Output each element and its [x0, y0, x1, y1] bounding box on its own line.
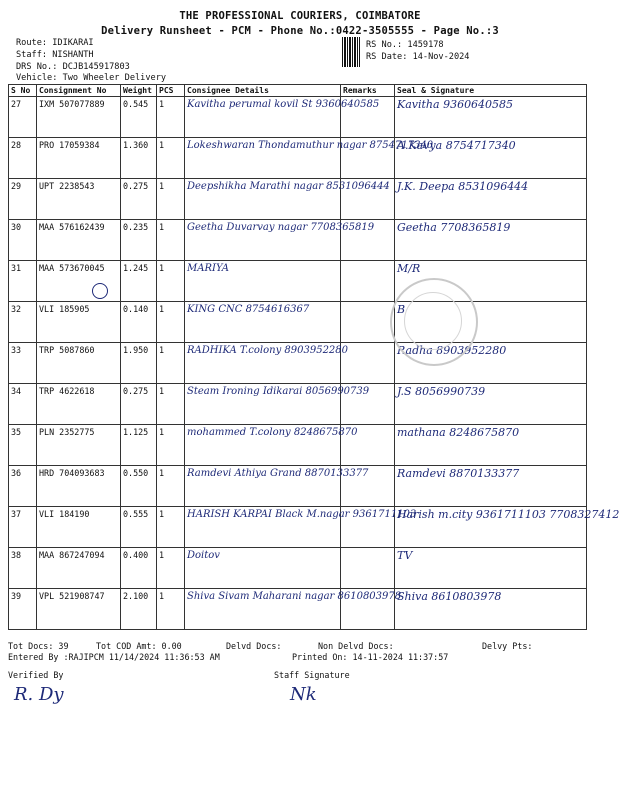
sno-cell: 36	[9, 466, 37, 507]
consignee-details-cell: mohammed T.colony 8248675870	[185, 425, 341, 466]
consignment-cell: VPL 521908747	[37, 589, 121, 630]
signature-cell: Ramdevi 8870133377	[395, 466, 587, 507]
remarks-cell	[341, 343, 395, 384]
pcs-cell: 1	[157, 97, 185, 138]
pcs-cell: 1	[157, 343, 185, 384]
table-row	[9, 507, 587, 548]
printed-on: Printed On: 14-11-2024 11:37:57	[292, 652, 449, 662]
signature-cell: A.Kavya 8754717340	[395, 138, 587, 179]
pcs-cell: 1	[157, 302, 185, 343]
signature-cell: Geetha 7708365819	[395, 220, 587, 261]
sno-cell: 31	[9, 261, 37, 302]
weight-cell: 1.245	[121, 261, 157, 302]
signature-cell: M/R	[395, 261, 587, 302]
consignment-cell: VLI 185905	[37, 302, 121, 343]
verified-by-signature: R. Dy	[14, 684, 64, 705]
weight-cell: 0.275	[121, 179, 157, 220]
weight-cell: 1.360	[121, 138, 157, 179]
remarks-cell	[341, 548, 395, 589]
signature-cell: Shiva 8610803978	[395, 589, 587, 630]
col-pcs: PCS	[157, 85, 185, 97]
pcs-cell: 1	[157, 507, 185, 548]
consignee-details-cell: Ramdevi Athiya Grand 8870133377	[185, 466, 341, 507]
consignee-details-cell: Kavitha perumal kovil St 9360640585	[185, 97, 341, 138]
table-row	[9, 343, 587, 384]
consignee-details-cell: Geetha Duvarvay nagar 7708365819	[185, 220, 341, 261]
table-row	[9, 589, 587, 630]
weight-cell: 0.140	[121, 302, 157, 343]
verified-by-label: Verified By	[8, 670, 64, 680]
table-row	[9, 548, 587, 589]
sno-cell: 27	[9, 97, 37, 138]
consignee-details-cell: Steam Ironing Idikarai 8056990739	[185, 384, 341, 425]
weight-cell: 0.550	[121, 466, 157, 507]
delivered-docs: Delvd Docs:	[226, 641, 282, 651]
barcode-graphic	[342, 37, 360, 67]
pcs-cell: 1	[157, 220, 185, 261]
non-delivered-docs: Non Delvd Docs:	[318, 641, 394, 651]
circled-check-mark	[92, 283, 108, 299]
consignment-cell: TRP 4622618	[37, 384, 121, 425]
weight-cell: 1.125	[121, 425, 157, 466]
consignee-details-cell: Lokeshwaran Thondamuthur nagar 8754717340	[185, 138, 341, 179]
company-seal-stamp	[390, 278, 478, 366]
weight-cell: 0.400	[121, 548, 157, 589]
remarks-cell	[341, 302, 395, 343]
table-row	[9, 384, 587, 425]
signature-cell: B	[395, 302, 587, 343]
pcs-cell: 1	[157, 548, 185, 589]
pcs-cell: 1	[157, 384, 185, 425]
consignee-details-cell: Shiva Sivam Maharani nagar 8610803978	[185, 589, 341, 630]
col-seal-signature: Seal & Signature	[395, 85, 587, 97]
table-row	[9, 466, 587, 507]
entered-by: Entered By :RAJIPCM 11/14/2024 11:36:53 AM	[8, 652, 220, 662]
pcs-cell: 1	[157, 261, 185, 302]
delivery-points: Delvy Pts:	[482, 641, 533, 651]
drs-label: DRS No.: DCJB145917803	[16, 62, 130, 72]
pcs-cell: 1	[157, 425, 185, 466]
table-row	[9, 138, 587, 179]
sno-cell: 32	[9, 302, 37, 343]
runsheet-subtitle: Delivery Runsheet - PCM - Phone No.:0422-3505555 - Page No.:3	[101, 25, 499, 37]
sno-cell: 34	[9, 384, 37, 425]
col-sno: S No	[9, 85, 37, 97]
table-row	[9, 220, 587, 261]
signature-cell: Kavitha 9360640585	[395, 97, 587, 138]
consignment-cell: VLI 184190	[37, 507, 121, 548]
total-docs: Tot Docs: 39	[8, 641, 69, 651]
col-weight: Weight	[121, 85, 157, 97]
consignment-cell: IXM 507077889	[37, 97, 121, 138]
sno-cell: 28	[9, 138, 37, 179]
staff-label: Staff: NISHANTH	[16, 50, 94, 60]
table-row	[9, 179, 587, 220]
table-row	[9, 425, 587, 466]
rs-date: RS Date: 14-Nov-2024	[366, 52, 470, 62]
sno-cell: 37	[9, 507, 37, 548]
weight-cell: 0.275	[121, 384, 157, 425]
signature-cell: mathana 8248675870	[395, 425, 587, 466]
weight-cell: 2.100	[121, 589, 157, 630]
signature-cell: TV	[395, 548, 587, 589]
consignment-cell: UPT 2238543	[37, 179, 121, 220]
consignment-cell: MAA 573670045	[37, 261, 121, 302]
total-cod-amount: Tot COD Amt: 0.00	[96, 641, 182, 651]
rs-number: RS No.: 1459178	[366, 40, 444, 50]
staff-signature-label: Staff Signature	[274, 670, 350, 680]
sno-cell: 30	[9, 220, 37, 261]
remarks-cell	[341, 261, 395, 302]
table-row	[9, 97, 587, 138]
delivery-table	[8, 84, 619, 630]
signature-cell: J.K. Deepa 8531096444	[395, 179, 587, 220]
signature-cell: J.S 8056990739	[395, 384, 587, 425]
consignee-details-cell: KING CNC 8754616367	[185, 302, 341, 343]
pcs-cell: 1	[157, 179, 185, 220]
signature-cell: Radha 8903952280	[395, 343, 587, 384]
col-consignment: Consignment No	[37, 85, 121, 97]
consignment-cell: TRP 5087860	[37, 343, 121, 384]
consignment-cell: MAA 867247094	[37, 548, 121, 589]
consignment-cell: MAA 576162439	[37, 220, 121, 261]
consignee-details-cell: HARISH KARPAI Black M.nagar 9361711103	[185, 507, 341, 548]
route-label: Route: IDIKARAI	[16, 38, 94, 48]
pcs-cell: 1	[157, 138, 185, 179]
vehicle-label: Vehicle: Two Wheeler Delivery	[16, 73, 167, 83]
sno-cell: 35	[9, 425, 37, 466]
consignee-details-cell: Doitov	[185, 548, 341, 589]
table-row	[9, 302, 587, 343]
sno-cell: 29	[9, 179, 37, 220]
table-header-row	[9, 85, 587, 97]
col-remarks: Remarks	[341, 85, 395, 97]
consignee-details-cell: RADHIKA T.colony 8903952280	[185, 343, 341, 384]
weight-cell: 1.950	[121, 343, 157, 384]
staff-signature: Nk	[290, 684, 317, 705]
consignment-cell: PRO 17059384	[37, 138, 121, 179]
weight-cell: 0.555	[121, 507, 157, 548]
sno-cell: 38	[9, 548, 37, 589]
sno-cell: 39	[9, 589, 37, 630]
sno-cell: 33	[9, 343, 37, 384]
weight-cell: 0.235	[121, 220, 157, 261]
consignee-details-cell: Deepshikha Marathi nagar 8531096444	[185, 179, 341, 220]
company-title: THE PROFESSIONAL COURIERS, COIMBATORE	[179, 10, 421, 22]
consignment-cell: PLN 2352775	[37, 425, 121, 466]
col-consignee: Consignee Details	[185, 85, 341, 97]
consignment-cell: HRD 704093683	[37, 466, 121, 507]
pcs-cell: 1	[157, 466, 185, 507]
signature-cell: Harish m.city 9361711103 7708327412	[395, 507, 587, 548]
pcs-cell: 1	[157, 589, 185, 630]
consignee-details-cell: MARIYA	[185, 261, 341, 302]
weight-cell: 0.545	[121, 97, 157, 138]
